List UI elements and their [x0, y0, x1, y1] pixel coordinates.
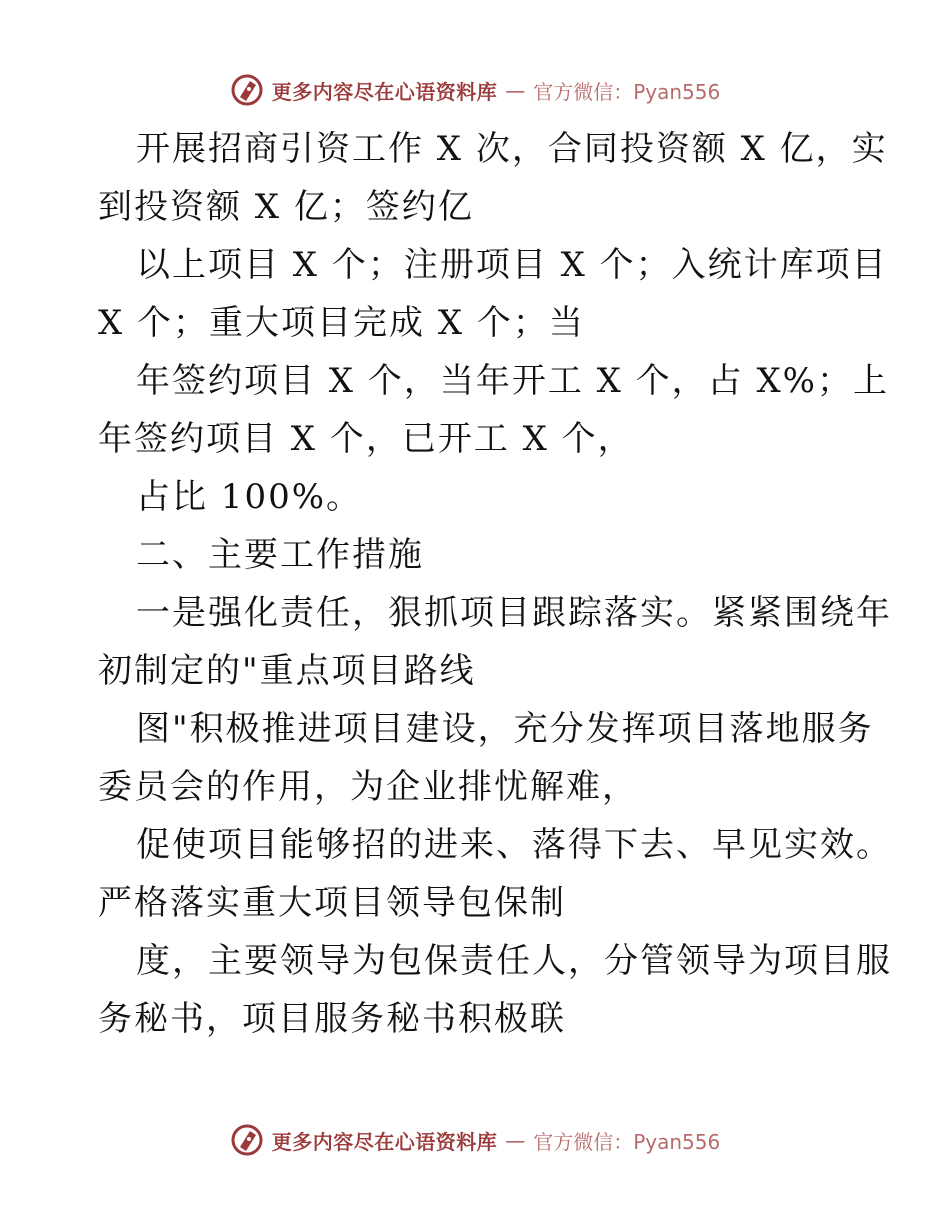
banner-dash: —	[505, 78, 526, 102]
text-line: 年签约项目 X 个，已开工 X 个，	[98, 419, 634, 459]
pen-nib-logo-icon	[230, 73, 264, 107]
text-line: X 个；重大项目完成 X 个；当	[98, 303, 585, 343]
text-line: 初制定的"重点项目路线	[98, 651, 476, 691]
text-line: 务秘书，项目服务秘书积极联	[98, 999, 566, 1039]
banner-contact: 官方微信：Pyan556	[533, 1129, 721, 1154]
text-line: 一是强化责任，狠抓项目跟踪落实。紧紧围绕年	[136, 593, 892, 633]
text-line: 占比 100%。	[136, 477, 363, 517]
text-line: 图"积极推进项目建设，充分发挥项目落地服务	[136, 709, 874, 749]
document-body	[98, 120, 892, 1048]
text-line: 严格落实重大项目领导包保制	[98, 883, 566, 923]
banner-contact: 官方微信：Pyan556	[533, 79, 721, 104]
text-line: 委员会的作用，为企业排忧解难，	[98, 767, 638, 807]
text-line: 开展招商引资工作 X 次，合同投资额 X 亿，实	[136, 129, 888, 169]
banner-title: 更多内容尽在心语资料库	[271, 79, 498, 104]
footer-banner	[0, 1120, 950, 1160]
banner-title: 更多内容尽在心语资料库	[271, 1129, 498, 1154]
text-line: 年签约项目 X 个，当年开工 X 个，占 X%；上	[136, 361, 889, 401]
text-line: 到投资额 X 亿；签约亿	[98, 187, 474, 227]
text-line: 以上项目 X 个；注册项目 X 个；入统计库项目	[136, 245, 888, 285]
text-line: 促使项目能够招的进来、落得下去、早见实效。	[136, 825, 892, 865]
header-banner	[0, 70, 950, 110]
pen-nib-logo-icon	[230, 1123, 264, 1157]
text-line: 二、主要工作措施	[136, 535, 424, 575]
text-line: 度，主要领导为包保责任人，分管领导为项目服	[136, 941, 892, 981]
banner-dash: —	[505, 1128, 526, 1152]
